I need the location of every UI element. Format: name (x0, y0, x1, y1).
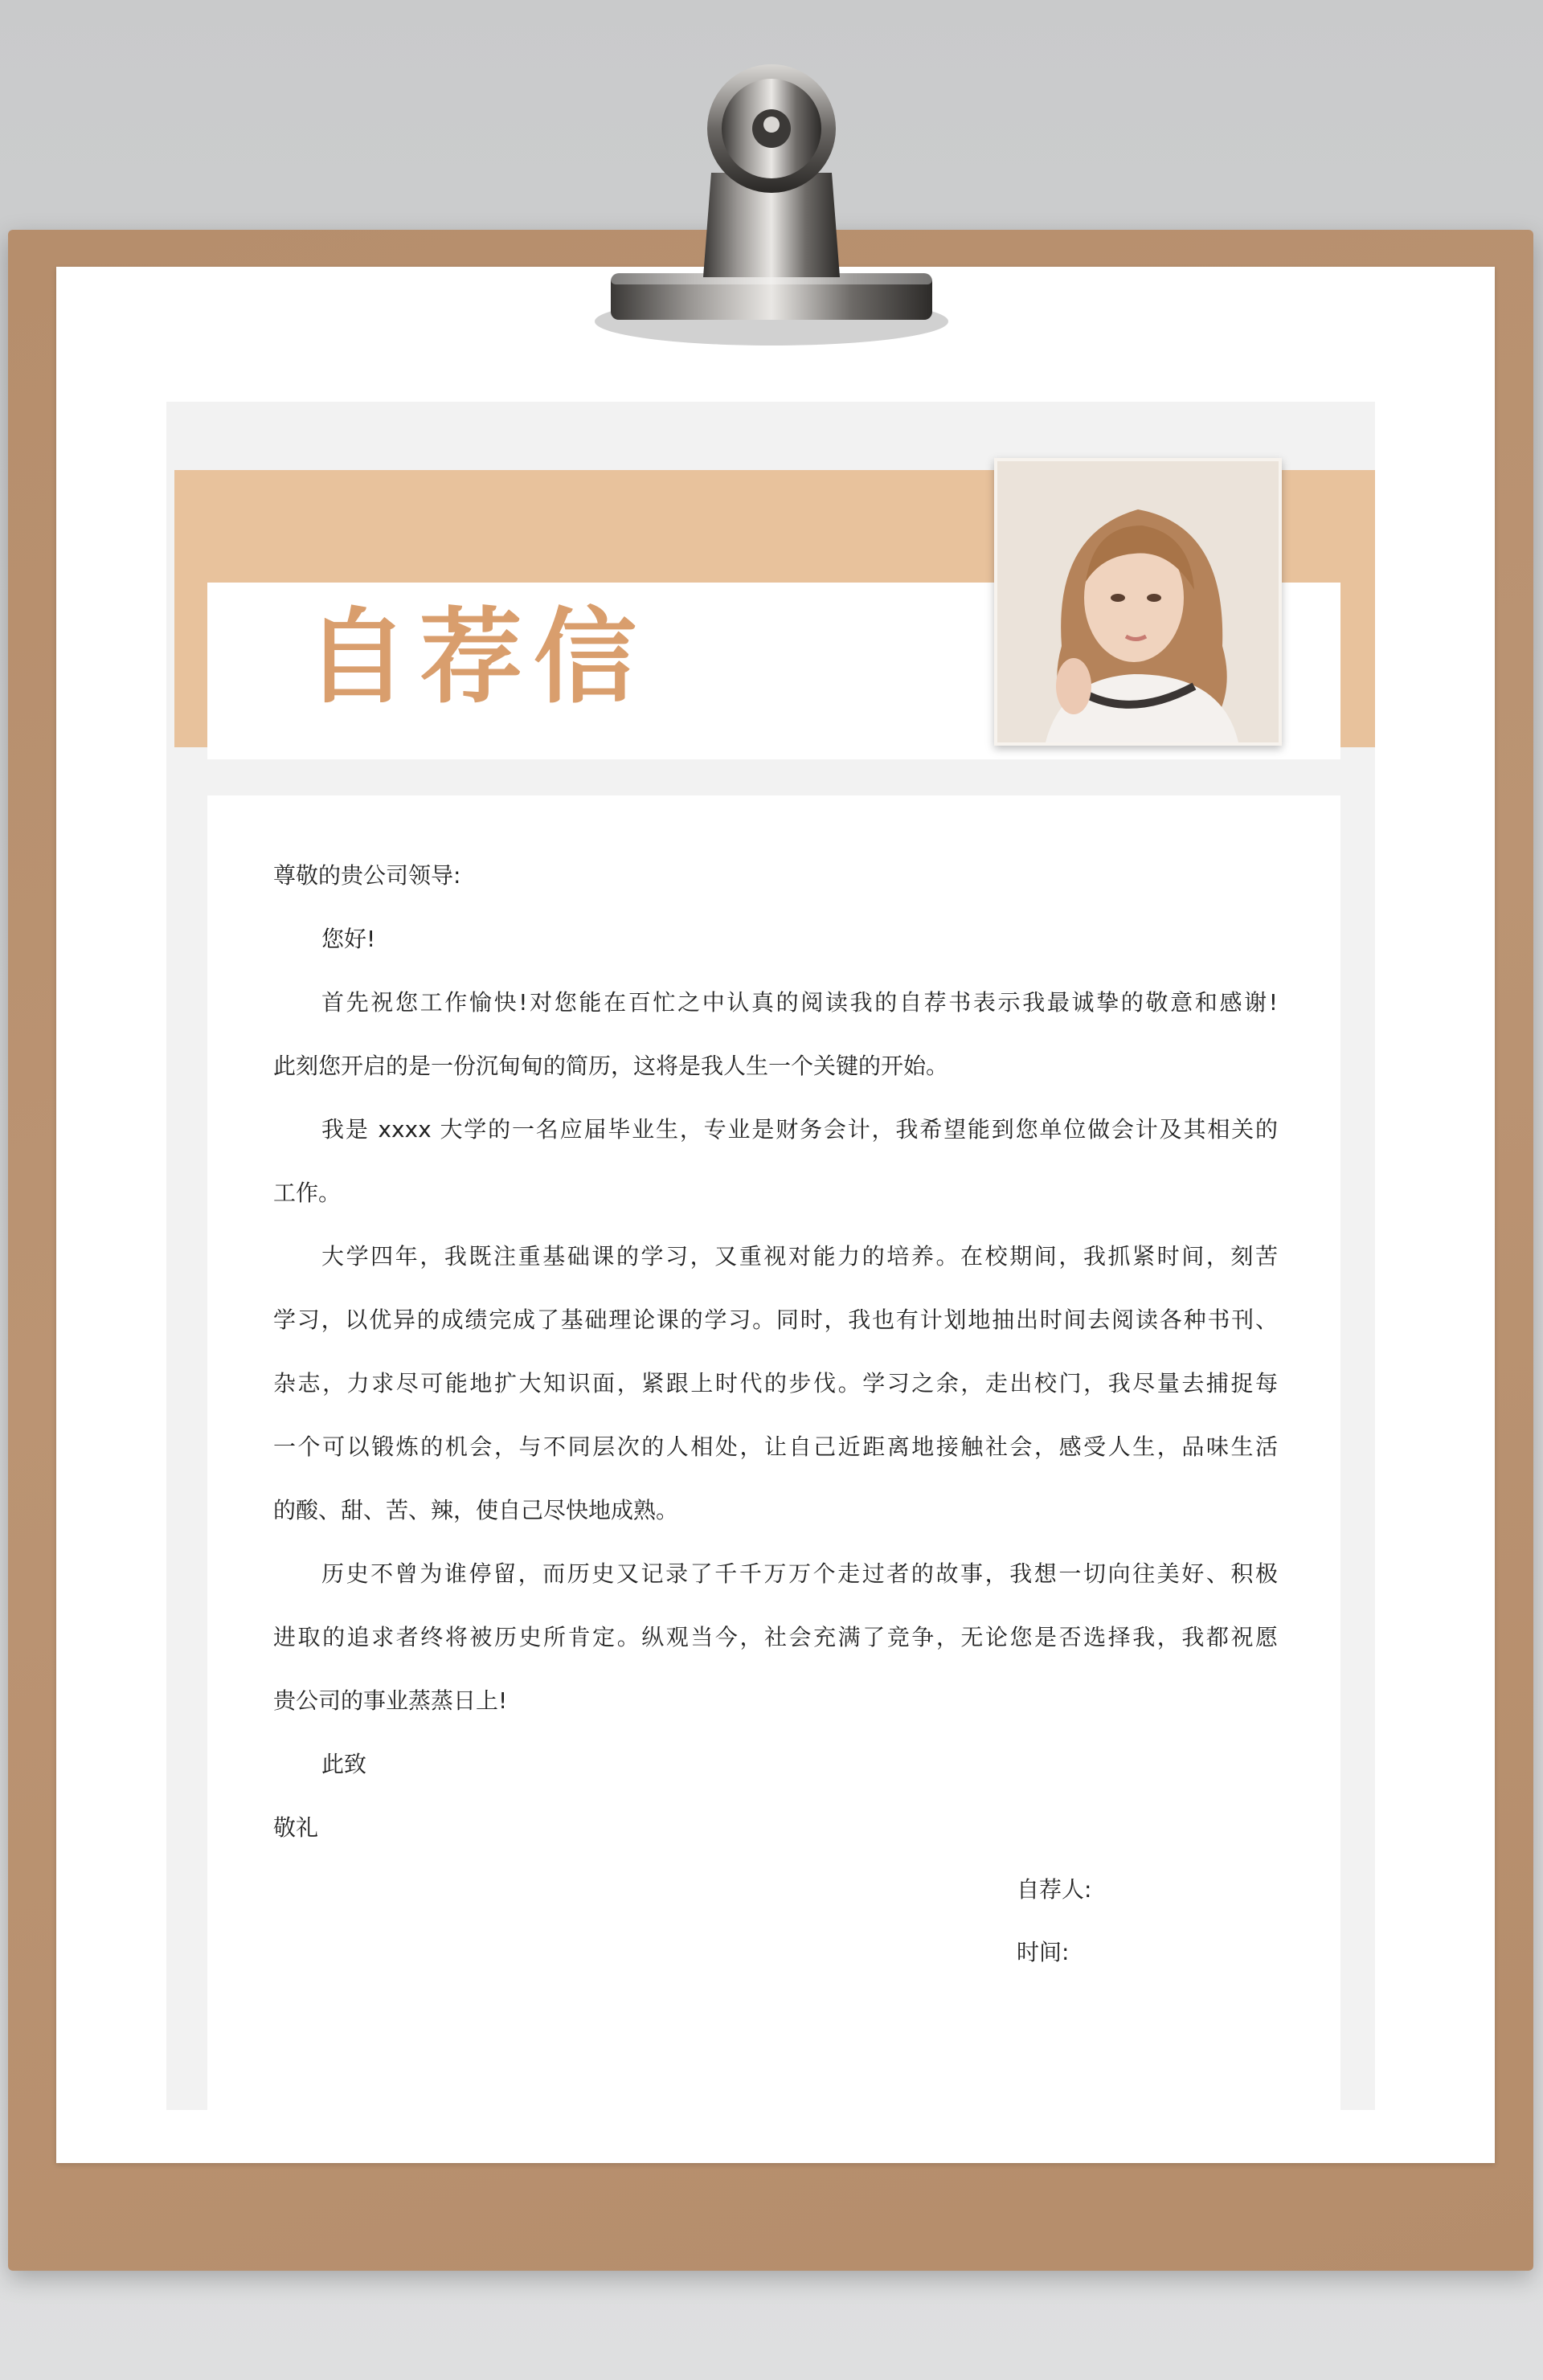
paragraph-line: 此刻您开启的是一份沉甸甸的简历，这将是我人生一个关键的开始。 (273, 1053, 949, 1079)
salutation: 尊敬的贵公司领导: (273, 862, 461, 889)
binder-clip (563, 44, 980, 366)
closing-line: 敬礼 (273, 1814, 319, 1841)
paragraph-line: 工作。 (273, 1180, 342, 1206)
closing-line: 此致 (321, 1751, 367, 1777)
date-label: 时间: (1017, 1939, 1070, 1965)
page-title: 自荐信 (305, 598, 649, 718)
paragraph-line: 一个可以锻炼的机会，与不同层次的人相处，让自己近距离地接触社会，感受人生，品味生活 (273, 1433, 1278, 1460)
paragraph-line: 进取的追求者终将被历史所肯定。纵观当今，社会充满了竞争，无论您是否选择我，我都祝愿 (273, 1624, 1278, 1650)
greeting: 您好! (321, 926, 376, 952)
paragraph-line: 首先祝您工作愉快!对您能在百忙之中认真的阅读我的自荐书表示我最诚挚的敬意和感谢! (321, 989, 1278, 1016)
paragraph-line: 大学四年，我既注重基础课的学习，又重视对能力的培养。在校期间，我抓紧时间，刻苦 (321, 1243, 1278, 1270)
portrait-image (997, 461, 1279, 742)
recommender-label: 自荐人: (1017, 1876, 1092, 1903)
paragraph-line: 杂志，力求尽可能地扩大知识面，紧跟上时代的步伐。学习之余，走出校门，我尽量去捕捉每 (273, 1370, 1278, 1397)
paragraph-line: 学习，以优异的成绩完成了基础理论课的学习。同时，我也有计划地抽出时间去阅读各种书刊、 (273, 1307, 1278, 1333)
paragraph-line: 的酸、甜、苦、辣，使自己尽快地成熟。 (273, 1497, 679, 1523)
profile-photo (994, 458, 1282, 746)
paragraph-line: 我是 xxxx 大学的一名应届毕业生，专业是财务会计，我希望能到您单位做会计及其相关的 (321, 1116, 1278, 1143)
letter-text (273, 852, 1278, 1867)
paragraph-line: 贵公司的事业蒸蒸日上! (273, 1687, 508, 1714)
paragraph-line: 历史不曾为谁停留，而历史又记录了千千万万个走过者的故事，我想一切向往美好、积极 (321, 1560, 1278, 1587)
